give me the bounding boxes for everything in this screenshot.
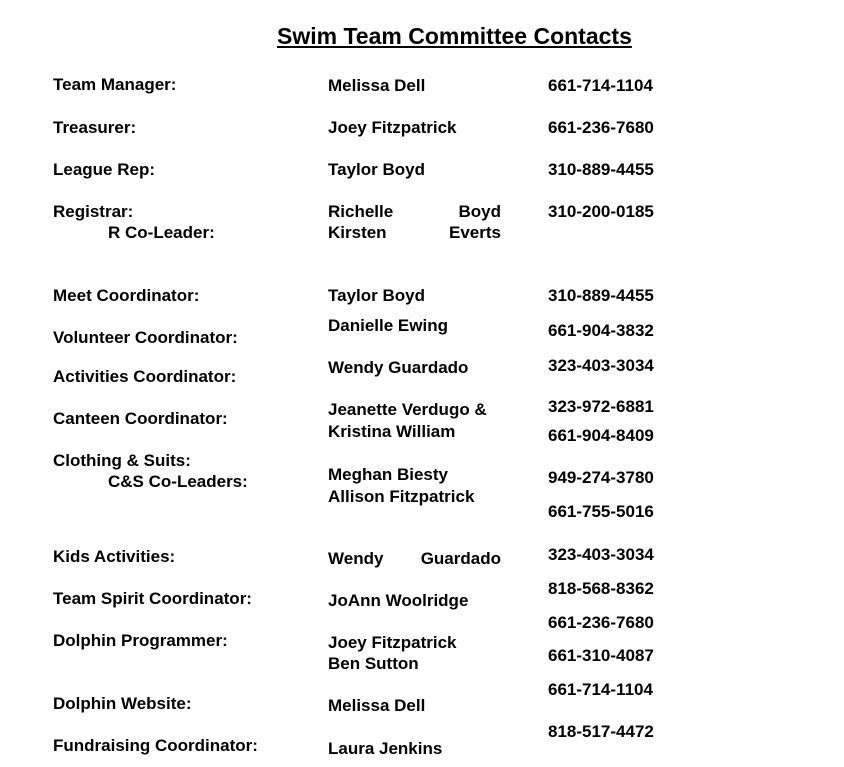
contact-name: Taylor Boyd bbox=[328, 286, 425, 305]
contact-name: Laura Jenkins bbox=[328, 739, 443, 758]
name-last: Everts bbox=[449, 223, 501, 242]
role-label: Team Spirit Coordinator: bbox=[53, 589, 252, 608]
role-label: Team Manager: bbox=[53, 75, 177, 94]
name-last: Boyd bbox=[458, 202, 501, 221]
contact-name-secondary: Kristina William bbox=[328, 422, 456, 441]
contact-phone-secondary: 661-904-8409 bbox=[548, 426, 654, 445]
contact-phone: 310-200-0185 bbox=[548, 202, 654, 221]
contact-name: Joey Fitzpatrick bbox=[328, 633, 457, 652]
contact-name: Danielle Ewing bbox=[328, 316, 448, 335]
contact-phone: 661-236-7680 bbox=[548, 118, 654, 137]
contact-phone: 661-714-1104 bbox=[548, 76, 653, 95]
contact-name: Melissa Dell bbox=[328, 76, 426, 95]
name-first: Richelle bbox=[328, 202, 394, 221]
role-label: Dolphin Programmer: bbox=[53, 631, 228, 650]
role-label: Clothing & Suits: bbox=[53, 451, 191, 470]
page-title: Swim Team Committee Contacts bbox=[277, 23, 632, 49]
contact-name: Joey Fitzpatrick bbox=[328, 118, 457, 137]
role-label: Canteen Coordinator: bbox=[53, 409, 228, 428]
contact-phone: 661-714-1104 bbox=[548, 680, 653, 699]
role-label: Kids Activities: bbox=[53, 547, 176, 566]
contact-name: Jeanette Verdugo & bbox=[328, 400, 487, 419]
contact-phone: 818-517-4472 bbox=[548, 722, 654, 741]
role-label: Fundraising Coordinator: bbox=[53, 736, 258, 755]
name-first: Kirsten bbox=[328, 223, 387, 242]
contact-name: Meghan Biesty bbox=[328, 465, 448, 484]
role-label: Dolphin Website: bbox=[53, 694, 192, 713]
role-label: League Rep: bbox=[53, 160, 156, 179]
role-label-secondary: R Co-Leader: bbox=[108, 223, 215, 242]
role-label: Treasurer: bbox=[53, 118, 137, 137]
name-first: Wendy bbox=[328, 549, 384, 568]
role-label: Registrar: bbox=[53, 202, 134, 221]
name-last: Guardado bbox=[420, 549, 501, 568]
role-label: Volunteer Coordinator: bbox=[53, 328, 238, 347]
contact-phone: 949-274-3780 bbox=[548, 468, 654, 487]
role-label-secondary: C&S Co-Leaders: bbox=[108, 472, 248, 491]
contact-name bbox=[328, 549, 501, 569]
contact-name-secondary bbox=[328, 223, 501, 243]
contact-phone: 310-889-4455 bbox=[548, 286, 654, 305]
contact-phone: 323-403-3034 bbox=[548, 545, 654, 564]
contact-phone: 323-403-3034 bbox=[548, 356, 654, 375]
contact-phone-secondary: 661-310-4087 bbox=[548, 646, 654, 665]
contact-name: Taylor Boyd bbox=[328, 160, 425, 179]
contact-phone: 323-972-6881 bbox=[548, 397, 654, 416]
contact-name bbox=[328, 202, 501, 222]
contact-name-secondary: Ben Sutton bbox=[328, 654, 419, 673]
role-label: Meet Coordinator: bbox=[53, 286, 200, 305]
contact-phone: 818-568-8362 bbox=[548, 579, 654, 598]
contact-phone: 310-889-4455 bbox=[548, 160, 654, 179]
contact-name: Wendy Guardado bbox=[328, 358, 469, 377]
contact-name-secondary: Allison Fitzpatrick bbox=[328, 487, 475, 506]
contact-phone: 661-236-7680 bbox=[548, 613, 654, 632]
contact-name: JoAnn Woolridge bbox=[328, 591, 469, 610]
contact-phone: 661-904-3832 bbox=[548, 321, 654, 340]
contact-name: Melissa Dell bbox=[328, 696, 426, 715]
contact-phone-secondary: 661-755-5016 bbox=[548, 502, 654, 521]
role-label: Activities Coordinator: bbox=[53, 367, 237, 386]
